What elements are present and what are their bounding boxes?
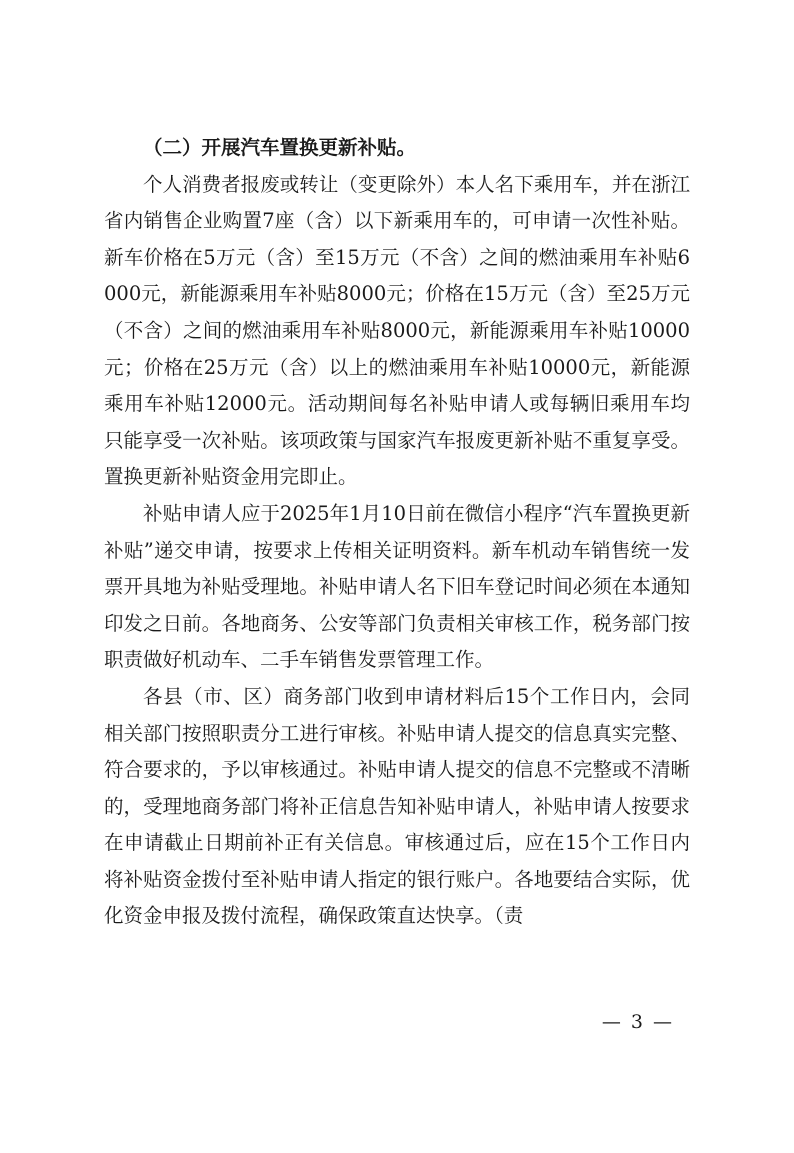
section-heading: （二）开展汽车置换更新补贴。 bbox=[143, 136, 417, 159]
paragraph-application-process: 补贴申请人应于2025年1月10日前在微信小程序“汽车置换更新补贴”递交申请，按要求上传相关证明资料。新车机动车销售统一发票开具地为补贴受理地。补贴申请人名下旧车登记时间必须在本通知印发之日前。各地商务、公安等部门负责相关审核工作，税务部门按职责做好机动车、二手车销售发票管理工作。 bbox=[104, 501, 690, 672]
page-number: — 3 — bbox=[601, 1011, 674, 1033]
document-body bbox=[104, 130, 690, 935]
paragraph-review-and-payment: 各县（市、区）商务部门收到申请材料后15个工作日内，会同相关部门按照职责分工进行审核。补贴申请人提交的信息真实完整、符合要求的，予以审核通过。补贴申请人提交的信息不完整或不清晰的，受理地商务部门将补正信息告知补贴申请人，补贴申请人按要求在申请截止日期前补正有关信息。审核通过后，应在15个工作日内将补贴资金拨付至补贴申请人指定的银行账户。各地要结合实际，优化资金申报及拨付流程，确保政策直达快享。（责 bbox=[104, 684, 690, 928]
paragraph-subsidy-standards: 个人消费者报废或转让（变更除外）本人名下乘用车，并在浙江省内销售企业购置7座（含）以下新乘用车的，可申请一次性补贴。新车价格在5万元（含）至15万元（不含）之间的燃油乘用车补贴6000元，新能源乘用车补贴8000元；价格在15万元（含）至25万元（不含）之间的燃油乘用车补贴8000元，新能源乘用车补贴10000元；价格在25万元（含）以上的燃油乘用车补贴10000元，新能源乘用车补贴12000元。活动期间每名补贴申请人或每辆旧乘用车均只能享受一次补贴。该项政策与国家汽车报废更新补贴不重复享受。置换更新补贴资金用完即止。 bbox=[104, 172, 690, 489]
